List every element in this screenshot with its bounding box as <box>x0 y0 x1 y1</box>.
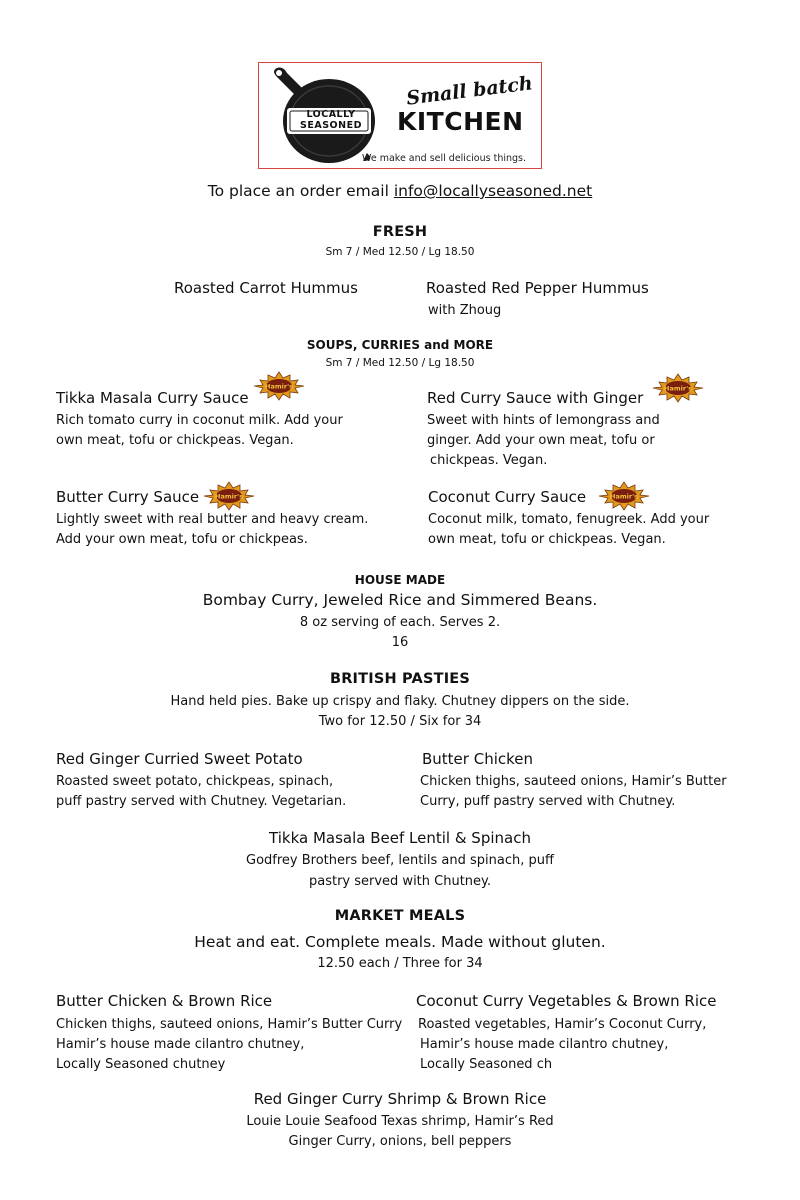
house-title: Bombay Curry, Jeweled Rice and Simmered Beans. <box>202 591 598 609</box>
house-heading: HOUSE MADE <box>354 573 446 587</box>
hamirs-badge-icon <box>202 481 256 511</box>
market-item-coconut-veg: Coconut Curry Vegetables & Brown Rice <box>416 992 717 1010</box>
fresh-item-pepper-desc: with Zhoug <box>428 303 502 318</box>
order-email-link[interactable]: info@locallyseasoned.net <box>393 182 593 200</box>
market-item-butter-chicken-desc-3: Locally Seasoned chutney <box>56 1057 226 1072</box>
pasty-item-tikka-beef-desc-2: pastry served with Chutney. <box>308 874 492 889</box>
market-item-shrimp-desc-2: Ginger Curry, onions, bell peppers <box>288 1134 512 1149</box>
market-desc: Heat and eat. Complete meals. Made without gluten. <box>194 933 606 951</box>
kitchen-text: KITCHEN <box>397 107 524 136</box>
soup-item-butter-desc-1: Lightly sweet with real butter and heavy cream. <box>56 512 369 527</box>
order-prefix: To place an order email <box>207 182 394 200</box>
hamirs-badge-icon <box>651 373 705 403</box>
house-serving: 8 oz serving of each. Serves 2. <box>299 615 501 630</box>
market-item-shrimp-desc-1: Louie Louie Seafood Texas shrimp, Hamir’s Red <box>246 1114 554 1129</box>
order-line <box>0 182 800 200</box>
pasty-item-butter-chicken-desc-2: Curry, puff pastry served with Chutney. <box>420 794 676 809</box>
soup-item-tikka: Tikka Masala Curry Sauce <box>56 389 249 407</box>
soup-item-coconut-desc-2: own meat, tofu or chickpeas. Vegan. <box>428 532 666 547</box>
market-heading: MARKET MEALS <box>334 908 466 924</box>
pasty-item-tikka-beef-desc-1: Godfrey Brothers beef, lentils and spinach, puff <box>246 853 554 868</box>
market-item-butter-chicken: Butter Chicken & Brown Rice <box>56 992 273 1010</box>
pasties-heading: BRITISH PASTIES <box>329 671 471 687</box>
tagline: We make and sell delicious things. <box>362 153 527 164</box>
soup-item-coconut: Coconut Curry Sauce <box>428 488 587 506</box>
soup-item-butter: Butter Curry Sauce <box>56 488 200 506</box>
pasty-item-sweet-potato-desc-1: Roasted sweet potato, chickpeas, spinach, <box>56 774 334 789</box>
soup-item-red-curry-desc-3: chickpeas. Vegan. <box>430 453 548 468</box>
market-prices: 12.50 each / Three for 34 <box>317 956 483 971</box>
market-item-butter-chicken-desc-2: Hamir’s house made cilantro chutney, <box>56 1037 305 1052</box>
small-batch-text: Small batch <box>405 72 534 110</box>
soup-item-red-curry-desc-2: ginger. Add your own meat, tofu or <box>427 433 655 448</box>
badge-text: Hamir's <box>664 384 692 393</box>
market-item-coconut-veg-desc-2: Hamir’s house made cilantro chutney, <box>420 1037 669 1052</box>
brand-line-1: LOCALLY <box>306 109 356 120</box>
hamirs-badge-icon <box>252 371 306 401</box>
badge-text: Hamir's <box>265 382 293 391</box>
market-item-coconut-veg-desc-3: Locally Seasoned ch <box>420 1057 553 1072</box>
pasty-item-sweet-potato-desc-2: puff pastry served with Chutney. Vegetarian. <box>56 794 347 809</box>
pasty-item-sweet-potato: Red Ginger Curried Sweet Potato <box>56 750 303 768</box>
soup-item-butter-desc-2: Add your own meat, tofu or chickpeas. <box>56 532 308 547</box>
soups-heading: SOUPS, CURRIES and MORE <box>306 338 494 352</box>
soup-item-red-curry: Red Curry Sauce with Ginger <box>427 389 644 407</box>
logo <box>258 62 542 169</box>
pasty-item-butter-chicken-desc-1: Chicken thighs, sauteed onions, Hamir’s Butter <box>420 774 727 789</box>
soups-prices: Sm 7 / Med 12.50 / Lg 18.50 <box>325 357 475 369</box>
fresh-prices: Sm 7 / Med 12.50 / Lg 18.50 <box>325 246 475 258</box>
market-item-butter-chicken-desc-1: Chicken thighs, sauteed onions, Hamir’s Butter Curry <box>56 1017 403 1032</box>
soup-item-tikka-desc-1: Rich tomato curry in coconut milk. Add your <box>56 413 343 428</box>
fresh-item-carrot: Roasted Carrot Hummus <box>174 279 358 297</box>
pasty-item-butter-chicken: Butter Chicken <box>422 750 534 768</box>
hamirs-badge-icon <box>597 481 651 511</box>
market-item-coconut-veg-desc-1: Roasted vegetables, Hamir’s Coconut Curry, <box>418 1017 707 1032</box>
badge-text: Hamir's <box>215 492 243 501</box>
fresh-item-pepper: Roasted Red Pepper Hummus <box>426 279 649 297</box>
soup-item-coconut-desc-1: Coconut milk, tomato, fenugreek. Add your <box>428 512 710 527</box>
fresh-heading: FRESH <box>372 224 428 240</box>
pasty-item-tikka-beef: Tikka Masala Beef Lentil & Spinach <box>269 829 531 847</box>
soup-item-red-curry-desc-1: Sweet with hints of lemongrass and <box>427 413 660 428</box>
pasties-desc: Hand held pies. Bake up crispy and flaky. Chutney dippers on the side. <box>170 694 630 709</box>
house-price: 16 <box>391 635 409 650</box>
pasties-prices: Two for 12.50 / Six for 34 <box>318 714 482 729</box>
soup-item-tikka-desc-2: own meat, tofu or chickpeas. Vegan. <box>56 433 294 448</box>
badge-text: Hamir's <box>610 492 638 501</box>
brand-line-2: SEASONED <box>300 120 362 131</box>
market-item-shrimp: Red Ginger Curry Shrimp & Brown Rice <box>253 1090 547 1108</box>
